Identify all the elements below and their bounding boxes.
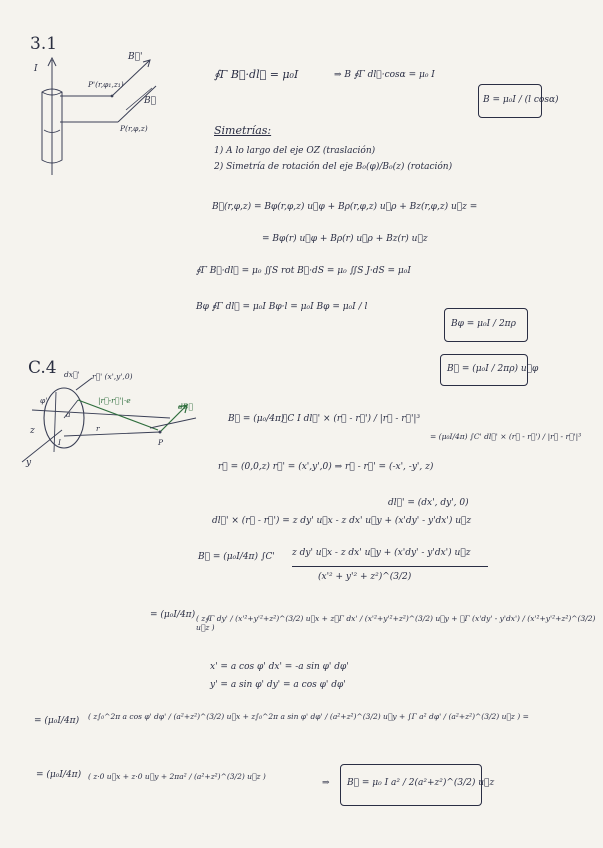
bs-final-body: ( z·0 u⃗x + z·0 u⃗y + 2πa² / (a²+z²)^(3/2) u⃗z ) — [88, 772, 266, 781]
bs-param-body: ( z∫₀^2π a cos φ' dφ' / (a²+z²)^(3/2) u⃗x + z∫₀^2π a sin φ' dφ' / (a²+z²)^(3/2) u⃗y + ∫Γ a² dφ' / (a²+z²)^(3/2) u⃗z ) = — [88, 712, 529, 721]
phi-label: φ' — [40, 396, 48, 405]
stokes-theorem: ∮Γ B⃗·dl⃗ = μ₀ ∬S rot B⃗·dS = μ₀ ∬S J·dS = μ₀I — [196, 266, 411, 276]
section-heading-c-4: C.4 — [28, 358, 57, 378]
dl-vector: dl⃗' = (dx', dy', 0) — [388, 498, 469, 508]
point-bottom-label: P(r,φ,z) — [120, 124, 148, 133]
current-label: I — [34, 64, 38, 74]
final-result: B⃗ = μ₀ I a² / 2(a²+z²)^(3/2) u⃗z — [347, 778, 495, 788]
fraction-bar — [292, 566, 488, 567]
biot-savart-integrand: ∮C I dl⃗' × (r⃗ - r⃗') / |r⃗ - r⃗'|³ — [282, 414, 421, 424]
bs-expanded-denominator: (x'² + y'² + z²)^(3/2) — [318, 572, 412, 582]
cross-product: dl⃗' × (r⃗ - r⃗') = z dy' u⃗x - z dx' u⃗y + (x'dy' - y'dx') u⃗z — [212, 516, 472, 526]
biot-savart-rhs: = (μ₀I/4π) ∫C' dl⃗' × (r⃗ - r⃗') / |r⃗ - r⃗'|³ — [430, 432, 582, 441]
bs-param-lhs: = (μ₀I/4π) — [34, 716, 80, 726]
implies-arrow: ⇒ — [322, 778, 330, 788]
db-label: dB⃗ — [178, 402, 193, 411]
r-diff-label: |r⃗-r⃗'|·e — [98, 396, 131, 405]
bs-expanded-lhs: B⃗ = (μ₀I/4π) ∫C' — [198, 552, 275, 562]
b-phi-derivation: Bφ ∮Γ dl⃗ = μ₀I Bφ·l = μ₀I Bφ = μ₀I / l — [196, 302, 368, 312]
param-y: y' = a sin φ' dy' = a cos φ' dφ' — [210, 680, 346, 690]
r-label: r — [96, 424, 100, 433]
r-prime-label: r⃗' (x',y',0) — [92, 372, 133, 381]
b-field-components: B⃗(r,φ,z) = Bφ(r,φ,z) u⃗φ + Bρ(r,φ,z) u⃗ρ + Bz(r,φ,z) u⃗z = — [212, 202, 478, 212]
bs-split-lhs: = (μ₀I/4π) — [150, 610, 196, 620]
b-field-reduced: = Bφ(r) u⃗φ + Bρ(r) u⃗ρ + Bz(r) u⃗z — [262, 234, 428, 244]
p-label: P — [158, 438, 164, 447]
b-prime-label: B⃗' — [128, 52, 143, 62]
biot-savart-lhs: B⃗ = (μ₀/4π) — [228, 414, 285, 424]
ampere-law: ∮Γ B⃗·dl⃗ = μ₀I — [214, 68, 299, 81]
b-label: B⃗ — [144, 96, 157, 106]
section-heading-3-1: 3.1 — [30, 34, 58, 54]
dx-label: dx⃗' — [64, 370, 80, 379]
symmetry-1: 1) A lo largo del eje OZ (traslación) — [214, 146, 376, 156]
b-vector-result: B⃗ = (μ₀I / 2πρ) u⃗φ — [447, 364, 539, 374]
b-phi-result: Bφ = μ₀I / 2πρ — [451, 319, 516, 329]
bs-final-lhs: = (μ₀I/4π) — [36, 770, 82, 780]
position-vectors: r⃗ = (0,0,z) r⃗' = (x',y',0) ⇒ r⃗ - r⃗' = (-x', -y', z) — [218, 462, 434, 472]
final-result-box — [340, 764, 495, 806]
z-axis-label: z — [30, 426, 35, 436]
point-top-label: P'(r,φ₁,z₁) — [88, 80, 124, 89]
bs-expanded-numerator: z dy' u⃗x - z dx' u⃗y + (x'dy' - y'dx') u⃗z — [292, 548, 471, 558]
a-label: a — [66, 410, 71, 419]
bs-split-body: ( z∮Γ dy' / (x'²+y'²+z²)^(3/2) u⃗x + z∮Γ dx' / (x'²+y'²+z²)^(3/2) u⃗y + ∮Γ (x'dy' - y'dx') / (x'²+y'²+z²)^(3/2) u⃗z ) — [196, 614, 596, 632]
symmetries-title: Simetrías: — [214, 124, 272, 137]
symmetry-2: 2) Simetría de rotación del eje B₀(φ)/B₀(z) (rotación) — [214, 162, 453, 172]
y-axis-label: y — [26, 458, 32, 468]
param-x: x' = a cos φ' dx' = -a sin φ' dφ' — [210, 662, 349, 672]
i-label: I — [58, 438, 61, 447]
ampere-result: B = μ₀I / (l cosα) — [483, 95, 559, 105]
ampere-expansion: ⇒ B ∮Γ dl⃗·cosα = μ₀ I — [334, 70, 435, 80]
